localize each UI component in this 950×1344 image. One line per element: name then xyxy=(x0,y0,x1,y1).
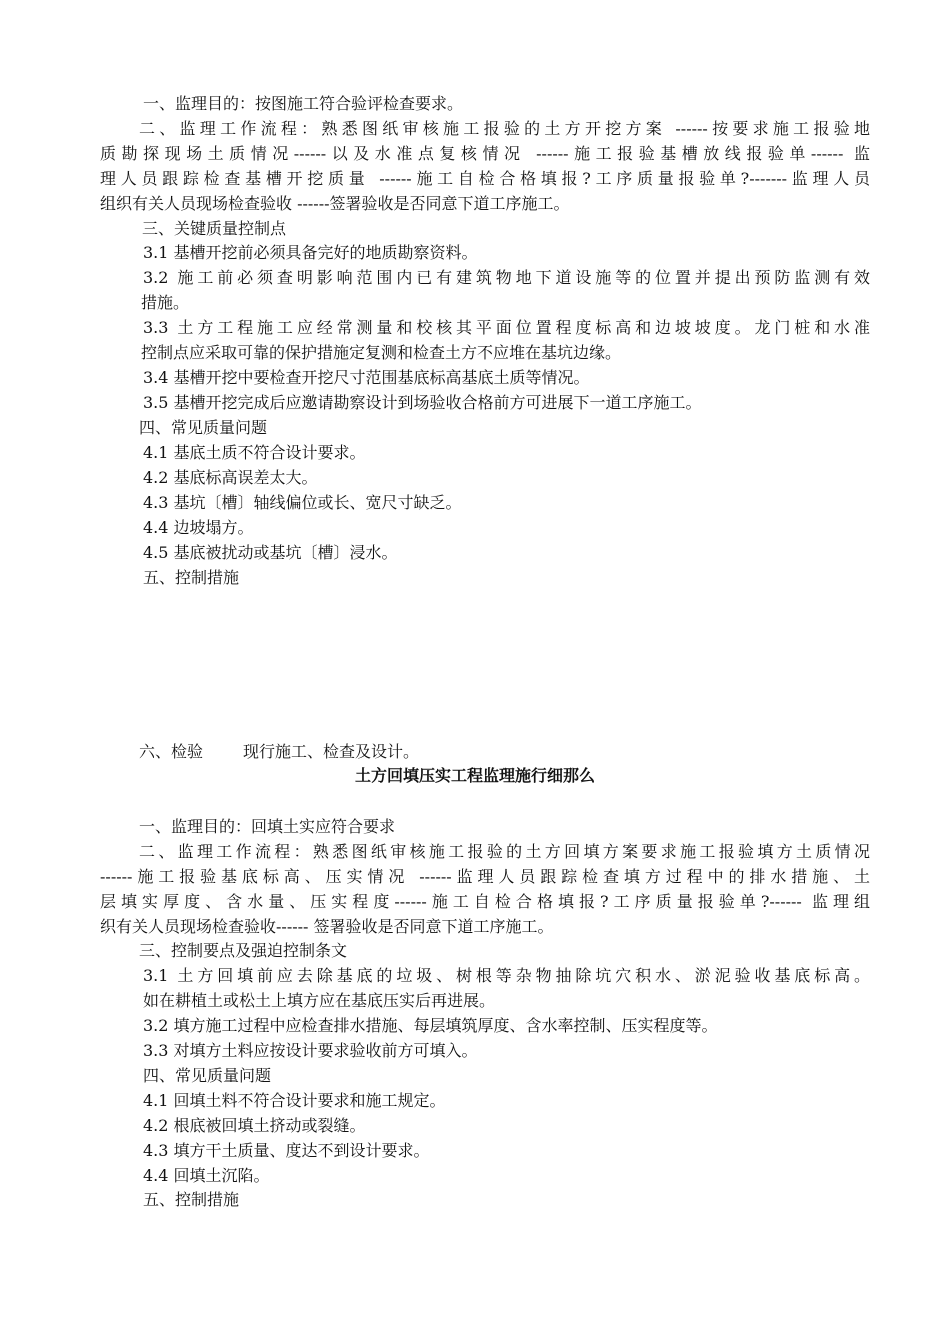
heading-common-issues: 四、常见质量问题 xyxy=(139,418,268,437)
workflow-line-1: 二、监理工作流程：熟悉图纸审核施工报验的土方开挖方案 ------按要求施工报验地 xyxy=(139,119,870,138)
item2-4-3: 4.3 填方干土质量、度达不到设计要求。 xyxy=(143,1141,430,1160)
purpose-line-2: 一、监理目的：回填土实应符合要求 xyxy=(139,817,396,836)
workflow2-line-4: 织有关人员现场检查验收------ 签署验收是否同意下道工序施工。 xyxy=(100,917,554,936)
item2-4-2: 4.2 根底被回填土挤动或裂缝。 xyxy=(143,1116,366,1135)
heading-control-measures: 五、控制措施 xyxy=(143,568,240,587)
item2-3-2: 3.2 填方施工过程中应检查排水措施、每层填筑厚度、含水率控制、压实程度等。 xyxy=(143,1016,718,1035)
page-title: 土方回填压实工程监理施行细那么 xyxy=(354,766,595,785)
item-3-2-cont: 措施。 xyxy=(141,293,190,312)
item-3-3-cont: 控制点应采取可靠的保护措施定复测和检查土方不应堆在基坑边缘。 xyxy=(141,343,622,362)
item-4-1: 4.1 基底土质不符合设计要求。 xyxy=(143,443,366,462)
workflow2-line-1: 二、监理工作流程：熟悉图纸审核施工报验的土方回填方案要求施工报验填方土质情况 xyxy=(139,842,870,861)
workflow-line-4: 组织有关人员现场检查验收 ------签署验收是否同意下道工序施工。 xyxy=(100,194,570,213)
heading-common-issues-2: 四、常见质量问题 xyxy=(143,1066,272,1085)
item-3-4: 3.4 基槽开挖中要检查开挖尺寸范围基底标高基底土质等情况。 xyxy=(143,368,590,387)
workflow-line-2: 质勘探现场土质情况------以及水准点复核情况 ------施工报验基槽放线报验单------ 监 xyxy=(100,144,870,163)
item-3-5: 3.5 基槽开挖完成后应邀请勘察设计到场验收合格前方可进展下一道工序施工。 xyxy=(143,393,702,412)
item-4-4: 4.4 边坡塌方。 xyxy=(143,518,254,537)
item2-4-1: 4.1 回填土料不符合设计要求和施工规定。 xyxy=(143,1091,446,1110)
item-4-5: 4.5 基底被扰动或基坑〔槽〕浸水。 xyxy=(143,543,398,562)
heading-control-points: 三、控制要点及强迫控制条文 xyxy=(139,941,348,960)
item2-3-1: 3.1 土方回填前应去除基底的垃圾、树根等杂物抽除坑穴积水、淤泥验收基底标高。 xyxy=(143,966,870,985)
item2-4-4: 4.4 回填土沉陷。 xyxy=(143,1166,270,1185)
inspection-text: 现行施工、检查及设计。 xyxy=(243,742,420,761)
workflow-line-3: 理人员跟踪检查基槽开挖质量 ------施工自检合格填报?工序质量报验单?-------监理人员 xyxy=(100,169,870,188)
item-3-1: 3.1 基槽开挖前必须具备完好的地质勘察资料。 xyxy=(143,243,478,262)
workflow2-line-2: ------施工报验基底标高、压实情况 ------监理人员跟踪检查填方过程中的排水措施、土 xyxy=(100,867,870,886)
item-3-2: 3.2 施工前必须查明影响范围内已有建筑物地下道设施等的位置并提出预防监测有效 xyxy=(143,268,870,287)
item2-3-1-cont: 如在耕植土或松土上填方应在基底压实后再进展。 xyxy=(143,991,496,1010)
workflow2-line-3: 层填实厚度、含水量、压实程度------施工自检合格填报?工序质量报验单?------ 监理组 xyxy=(100,892,870,911)
purpose-line: 一、监理目的：按图施工符合验评检查要求。 xyxy=(143,94,464,113)
heading-key-control: 三、关键质量控制点 xyxy=(142,219,287,238)
heading-control-measures-2: 五、控制措施 xyxy=(143,1190,240,1209)
item-4-3: 4.3 基坑〔槽〕轴线偏位或长、宽尺寸缺乏。 xyxy=(143,493,462,512)
item2-3-3: 3.3 对填方土料应按设计要求验收前方可填入。 xyxy=(143,1041,478,1060)
item-3-3: 3.3 土方工程施工应经常测量和校核其平面位置程度标高和边坡坡度。龙门桩和水准 xyxy=(143,318,870,337)
item-4-2: 4.2 基底标高误差太大。 xyxy=(143,468,318,487)
inspection-label: 六、检验 xyxy=(139,742,204,761)
inspection-line xyxy=(139,740,419,764)
